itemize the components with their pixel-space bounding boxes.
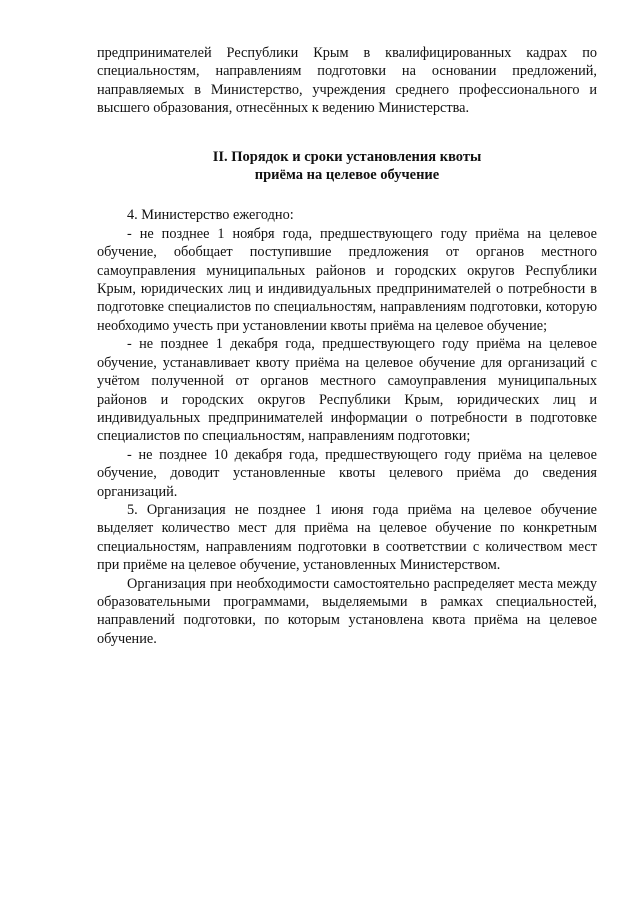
section-heading bbox=[97, 148, 597, 185]
document-page bbox=[97, 44, 597, 648]
item-4-bullet-1: - не позднее 1 ноября года, предшествующего году приёма на целевое обучение, обобщает поступившие предложения от органов местного самоуправления муниципальных районов и городских округов Республики Крым, юридических лиц и индивидуальных предпринимателей о потребности в подготовке специалистов по специальностям, направлениям подготовки, которую необходимо учесть при установлении квоты приёма на целевое обучение; bbox=[97, 225, 597, 334]
item-5-continuation: Организация при необходимости самостоятельно распределяет места между образовательными программами, выделяемыми в рамках специальностей, направлений подготовки, по которым установлена квота приёма на целевое обучение. bbox=[97, 575, 597, 647]
section-title-line1: II. Порядок и сроки установления квоты bbox=[212, 148, 482, 165]
item-4-bullet-3: - не позднее 10 декабря года, предшествующего году приёма на целевое обучение, доводит установленные квоты целевого приёма до сведения организаций. bbox=[97, 446, 597, 500]
item-4-bullet-2: - не позднее 1 декабря года, предшествующего году приёма на целевое обучение, устанавливает квоту приёма на целевое обучение для организаций с учётом полученной от органов местного самоуправления муниципальных районов и городских округов Республики Крым, юридических лиц и индивидуальных предпринимателей информации о потребности в подготовке специалистов по специальностям, направлениям подготовки; bbox=[97, 336, 597, 445]
intro-paragraph: предпринимателей Республики Крым в квалифицированных кадрах по специальностям, направлениям подготовки на основании предложений, направляемых в Министерство, учреждения среднего профессионального и высшего образования, отнесённых к ведению Министерства. bbox=[97, 45, 597, 117]
section-title-line2: приёма на целевое обучение bbox=[254, 167, 440, 184]
item-4-intro: 4. Министерство ежегодно: bbox=[127, 207, 294, 224]
item-5-paragraph: 5. Организация не позднее 1 июня года приёма на целевое обучение выделяет количество мест для приёма на целевое обучение по конкретным специальностям, направлениям подготовки в соответствии с количеством мест при приёме на целевое обучение, установленных Министерством. bbox=[97, 501, 597, 574]
